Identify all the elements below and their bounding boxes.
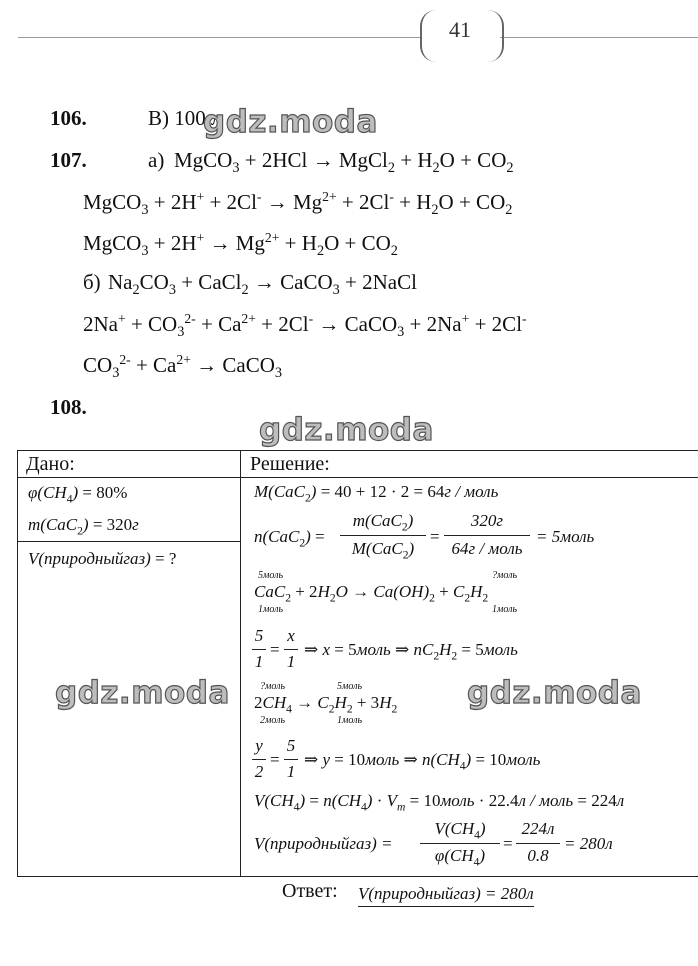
equation-107-2: MgCO$_3$ + $2H^+ + 2Cl^- \to Mg^{2+} + 2Cl^- + H_2O + CO_2$ [83,189,513,219]
step-moles-result: = 5моль [536,527,595,546]
equation-107-6: $CO_3^{2-} + Ca^{2+}$ → CaCO$_3$ [83,352,283,382]
step-moles-den1: M(CaC$_2$) [351,539,415,562]
prop1-num1: 5 [254,626,264,645]
problem-107-a-label: а) [148,148,165,172]
prop1-eq: = [270,640,280,659]
step-gas-bar2 [516,843,560,844]
equation-107-1: MgCO$_3$ + 2HCl → MgCl$_2$ + $H_2O + CO_2$ [174,148,514,177]
prop1-num2: x [287,626,295,645]
r1-above-left: 5моль [258,570,284,581]
prop2-eq: = [270,750,280,769]
step-gas-den1: $\varphi(CH_4)$ [434,846,486,869]
step-gas-volume-lhs: V(природныйгаз) = [254,834,393,853]
equation-107-4: $Na_2CO_3$ + CaCl$_2$ → CaCO$_3$ + 2NaCl [108,270,417,299]
table-header-divider [17,477,698,478]
watermark-4: gdz.moda [467,675,642,711]
step-gas-result: = 280л [564,834,613,853]
step-methane-volume: $V(CH_4) = n(CH_4) \cdot V_m$ = 10моль · 22.4л / моль = 224л [254,791,625,814]
watermark-3: gdz.moda [55,675,230,711]
r2-below-left: 2моль [260,715,286,726]
step-moles-bar1 [340,535,426,536]
table-given-divider [17,541,240,542]
prop1-bar1 [252,649,266,650]
problem-107-b-label: б) [83,270,101,294]
prop2-num2: 5 [286,736,296,755]
solution-header: Решение: [250,453,330,475]
prop2-bar2 [284,759,298,760]
step-moles-num2: 320г [470,511,504,530]
table-top-border [17,450,698,451]
prop2-rest: ⇒ y = 10моль ⇒ $n(CH_4)$ = 10моль [304,750,541,773]
equation-107-3: MgCO$_3$ + $2H^+ \to Mg^{2+} + H_2O + CO_2$ [83,230,398,260]
step-gas-bar1 [420,843,500,844]
step-moles-bar2 [444,535,530,536]
prop2-bar1 [252,759,266,760]
step-molar-mass: M(CaC$_2$) = 40 + 12 · 2 = 64г / моль [254,482,499,505]
prop2-num1: y [255,736,263,755]
table-column-divider [240,450,241,877]
step-gas-num2: 224л [521,819,555,838]
r1-below-left: 1моль [258,604,284,615]
r2-above-right: 5моль [337,681,363,692]
step-moles-lhs: n(CaC$_2$) = [254,527,325,550]
header-rule-left [18,37,420,38]
reaction-carbide-hydrolysis: $CaC_2 + 2H_2O \to Ca(OH)_2 + C_2H_2$ [254,582,489,605]
problem-106-number: 106. [50,106,87,130]
given-methane-fraction: $\varphi(CH_4) = 80\%$ [28,483,128,506]
problem-108-number: 108. [50,395,87,419]
prop2-den1: 2 [254,762,264,781]
step-gas-eq: = [503,834,513,853]
watermark-1: gdz.moda [203,104,378,140]
problem-106-answer: B) 100 л [148,106,222,130]
step-moles-eq: = [430,527,440,546]
answer-label: Ответ: [282,880,338,902]
problem-107-number: 107. [50,148,87,172]
reaction-methane-pyrolysis: $2CH_4 \to C_2H_2 + 3H_2$ [254,693,398,716]
r1-below-right: 1моль [492,604,518,615]
answer-value: V(природныйгаз) = 280л [358,884,534,907]
r2-below-right: 1моль [337,715,363,726]
step-gas-num1: $V(CH_4)$ [434,819,486,842]
prop1-bar2 [284,649,298,650]
prop2-den2: 1 [286,762,296,781]
table-bottom-border [17,876,698,877]
r2-above-left: ?моль [260,681,286,692]
page-number: 41 [449,17,471,42]
step-moles-den2: 64г / моль [451,539,523,558]
prop1-rest: ⇒ x = 5моль ⇒ $nC_2H_2$ = 5моль [304,640,518,663]
table-left-border [17,450,18,877]
equation-107-5: $2Na^+ + CO_3^{2-} + Ca^{2+} + 2Cl^-$ → CaCO$_3$ + 2Na+ + 2Cl- [83,311,527,341]
prop1-den1: 1 [254,652,264,671]
watermark-2: gdz.moda [259,412,434,448]
r1-above-right: ?моль [492,570,518,581]
prop1-den2: 1 [286,652,296,671]
given-header: Дано: [26,453,75,475]
header-rule-right [500,37,698,38]
given-carbide-mass: m(CaC$_2$) = 320г [28,515,139,538]
find-gas-volume: V(природныйгаз) = ? [28,549,177,568]
step-moles-num1: m(CaC$_2$) [352,511,414,534]
step-gas-den2: 0.8 [527,846,549,865]
